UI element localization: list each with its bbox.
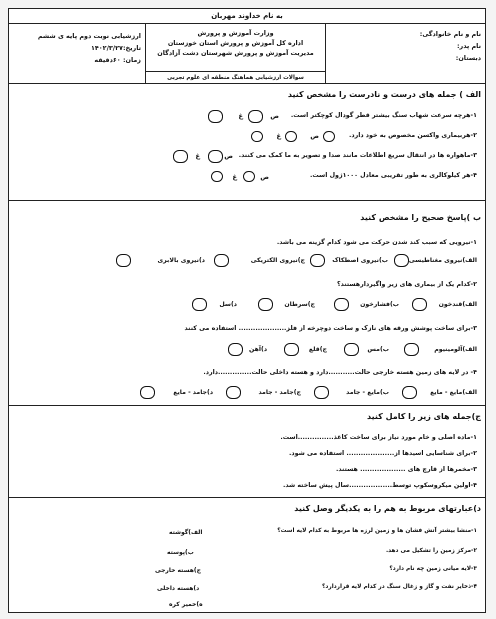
answer-bubble[interactable] xyxy=(173,150,188,163)
answer-bubble[interactable] xyxy=(208,110,223,123)
true-mark: ص xyxy=(224,152,233,160)
tf-item-2: ۲-هربیماری واکسن مخصوص به خود دارد. xyxy=(348,132,477,139)
ministry-line-3: مدیریت آموزش و پرورش شهرستان دشت آزادگان xyxy=(157,49,314,57)
answer-bubble[interactable] xyxy=(192,298,207,311)
tf-item-3: ۳-ماهواره ها در انتقال سریع اطلاعات مانند صدا و تصویر به ما کمک می کنند. xyxy=(238,152,477,159)
answer-bubble[interactable] xyxy=(323,131,335,142)
mc-option: الف)آلومینیوم xyxy=(434,346,477,353)
ministry-line-2: اداره کل آموزش و پرورش استان خوزستان xyxy=(167,39,304,47)
answer-bubble[interactable] xyxy=(258,298,273,311)
mc-option: الف)مایع - مایع xyxy=(430,389,477,396)
mc-option: الف)نیروی مغناطیسی xyxy=(408,257,477,264)
tf-item-1: ۱-هرچه سرعت شهاب سنگ بیشتر قطر گودال کوچکتر است. xyxy=(290,112,477,119)
mc-option: د)سل xyxy=(219,301,237,308)
section-matching xyxy=(9,498,485,613)
father-name-label: نام پدر: xyxy=(456,42,481,50)
exam-date: تاریخ:۱۴۰۲/۳/۲۷ xyxy=(90,44,141,52)
true-mark: ص xyxy=(260,173,269,181)
answer-bubble[interactable] xyxy=(394,254,409,267)
answer-bubble[interactable] xyxy=(140,386,155,399)
section-b-title: ب )پاسخ صحیح را مشخص کنید xyxy=(360,213,481,222)
fill-item-3: ۳-مخمرها از قارچ های ................... هستند. xyxy=(335,466,477,473)
mc-option: د)آهن xyxy=(249,346,267,353)
school-label: دبستان: xyxy=(455,54,481,62)
match-question: ۱-منشا بیشتر آتش فشان ها و زمین لرزه ها مربوط به کدام لایه است؟ xyxy=(277,528,477,534)
mc-option: ب)نیروی اصطکاک xyxy=(332,257,388,264)
ministry-line-1: وزارت آموزش و پرورش xyxy=(197,29,274,37)
answer-bubble[interactable] xyxy=(116,254,131,267)
mc-option: د)جامد - مایع xyxy=(173,389,213,396)
exam-subject: سوالات ارزشیابی هماهنگ منطقه ای علوم تجربی xyxy=(146,71,325,84)
mc-question-3: ۳-برای ساخت پوشش ورقه های نازک و ساخت دوچرخه از فلز.................... استفاده می کنند xyxy=(184,325,477,332)
answer-bubble[interactable] xyxy=(412,298,427,311)
match-answer: د)هسته داخلی xyxy=(157,585,200,592)
mc-option: ب)فشارخون xyxy=(360,301,399,308)
answer-bubble[interactable] xyxy=(314,386,329,399)
match-question: ۲-مرکز زمین را تشکیل می دهد. xyxy=(385,548,477,554)
match-answer: ج)هسته خارجی xyxy=(155,567,201,574)
answer-bubble[interactable] xyxy=(243,171,255,182)
section-fill-blank xyxy=(9,406,485,498)
true-mark: ص xyxy=(270,112,279,120)
fill-item-2: ۲-برای شناسایی اسیدها از.................... استفاده می شود. xyxy=(289,450,477,457)
answer-bubble[interactable] xyxy=(228,343,243,356)
fill-item-4: ۴-اولین میکروسکوپ توسط..................سال پیش ساخته شد. xyxy=(282,482,477,489)
false-mark: غ xyxy=(232,173,237,181)
false-mark: غ xyxy=(238,112,243,120)
mc-option: الف)قندخون xyxy=(438,301,477,308)
mc-option: ج)نیروی الکتریکی xyxy=(250,257,305,264)
mc-option: ج)سرطان xyxy=(284,301,315,308)
answer-bubble[interactable] xyxy=(248,110,263,123)
answer-bubble[interactable] xyxy=(251,131,263,142)
exam-round: ارزشیابی نوبت دوم پایه ی ششم xyxy=(37,32,141,40)
basmala: به نام خداوند مهربان xyxy=(9,9,485,24)
fill-item-1: ۱-ماده اصلی و خام مورد نیاز برای ساخت کاغذ...............است. xyxy=(280,434,477,441)
ministry-info xyxy=(145,24,325,84)
tf-item-4: ۴-هر کیلوکالری به طور تقریبی معادل ۱۰۰۰ژول است. xyxy=(309,172,477,179)
answer-bubble[interactable] xyxy=(334,298,349,311)
exam-header xyxy=(9,24,485,84)
match-question: ۴-ذخایر نفت و گاز و زغال سنگ در کدام لایه قراردارد؟ xyxy=(322,584,477,590)
section-d-title: د)عبارتهای مربوط به هم را به یکدیگر وصل کنید xyxy=(294,504,481,513)
mc-option: ج)جامد - جامد xyxy=(258,389,301,396)
false-mark: غ xyxy=(195,152,200,160)
match-answer: الف)گوشته xyxy=(169,529,203,536)
section-multiple-choice xyxy=(9,201,485,406)
answer-bubble[interactable] xyxy=(214,254,229,267)
answer-bubble[interactable] xyxy=(404,343,419,356)
true-mark: ص xyxy=(310,132,319,140)
answer-bubble[interactable] xyxy=(344,343,359,356)
student-name-label: نام و نام خانوادگی: xyxy=(419,30,481,38)
answer-bubble[interactable] xyxy=(208,150,223,163)
student-info xyxy=(325,24,485,84)
false-mark: غ xyxy=(276,132,281,140)
match-answer: ه)خمیر کره xyxy=(169,601,203,608)
mc-option: ج)قلع xyxy=(308,346,327,353)
mc-option: د)نیروی بالابری xyxy=(157,257,205,264)
answer-bubble[interactable] xyxy=(402,386,417,399)
mc-option: ب)مس xyxy=(367,346,389,353)
mc-option: ب)مایع - جامد xyxy=(346,389,389,396)
answer-bubble[interactable] xyxy=(226,386,241,399)
section-true-false xyxy=(9,84,485,201)
match-question: ۳-لایه میانی زمین چه نام دارد؟ xyxy=(389,566,477,572)
answer-bubble[interactable] xyxy=(310,254,325,267)
match-answer: ب)پوسته xyxy=(167,549,194,556)
exam-paper xyxy=(8,8,486,613)
mc-question-2: ۲-کدام یک از بیماری های زیر واگیردارهستند؟ xyxy=(336,281,477,288)
exam-info xyxy=(8,24,145,84)
mc-question-1: ۱-نیرویی که سبب کند شدن حرکت می شود کدام گزینه می باشد. xyxy=(276,239,477,246)
section-c-title: ج)جمله های زیر را کامل کنید xyxy=(367,412,481,421)
answer-bubble[interactable] xyxy=(285,131,297,142)
answer-bubble[interactable] xyxy=(284,343,299,356)
exam-duration: زمان: ۶۰دقیقه xyxy=(94,56,141,64)
answer-bubble[interactable] xyxy=(211,171,223,182)
section-a-title: الف ) جمله های درست و نادرست را مشخص کنید xyxy=(287,90,481,99)
mc-question-4: ۴- در لایه های زمین هسته خارجی حالت...........دارد و هسته داخلی حالت..............دارد. xyxy=(203,369,477,376)
